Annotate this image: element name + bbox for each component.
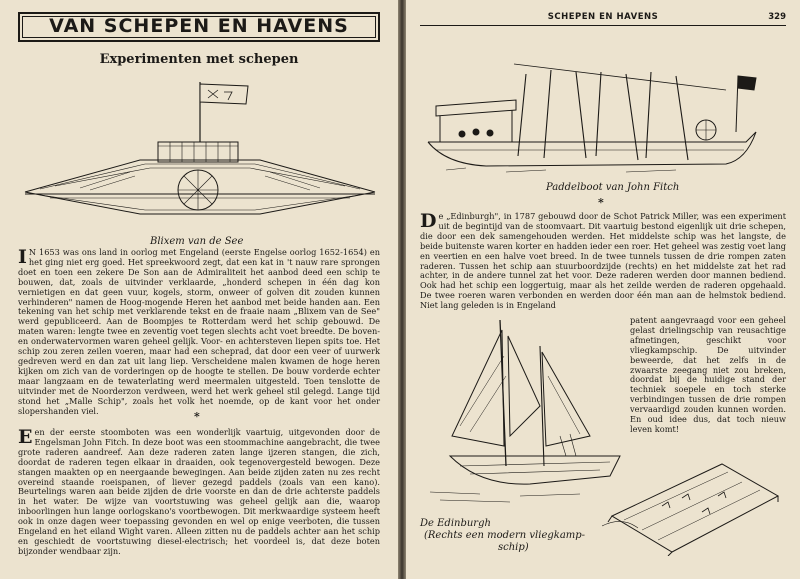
paragraph-vliegkampschip: patent aangevraagd voor een geheel gelast drielingschip van reusachtige afmetingen, geschikt voor vliegkampschip. De uitvinder beweerde, dat het zelfs in de zwaarste zeegang niet zou breken, doordat bij de huidige stand der techniek soepele en toch sterke verbindingen tussen de drie rompen vervaardigd zouden kunnen worden. En oud idee dus, dat toch nieuw leven komt! (630, 315, 786, 434)
section-title: Experimenten met schepen (99, 52, 299, 67)
figure-caption-blixem: Blixem van de See (150, 236, 244, 247)
running-head: SCHEPEN EN HAVENS (547, 12, 659, 22)
fitch-paddleboat-illustration (426, 60, 766, 178)
dropcap: D (420, 210, 437, 232)
figure-caption-fitch: Paddelboot van John Fitch (546, 182, 680, 193)
dropcap: E (18, 426, 33, 448)
figure-caption-carrier-line2: schip) (498, 542, 529, 553)
header-rule (420, 25, 786, 26)
book-gutter (398, 0, 406, 579)
edinburgh-ship-illustration (420, 316, 630, 516)
paragraph-edinburgh (420, 212, 786, 311)
page-number: 329 (768, 12, 786, 22)
chapter-title: VAN SCHEPEN EN HAVENS (49, 15, 349, 37)
chapter-header (18, 12, 380, 42)
paragraph-text: e „Edinburgh", in 1787 gebouwd door de Schot Patrick Miller, was een experiment uit de begintijd van de stoomvaart. Dit vaartuig bestond eigenlijk uit drie schepen, die door een dek samengehouden werden. Het middelste schip was het langste, de beide buitenste waren korter en hadden ieder een roer. Het geheel was zestig voet lang en veertien en een halve voet breed. In de twee tunnels tussen de drie rompen zaten raderen. Tussen het schip aan stuurboordzijde (rechts) en het middelste zat het rad achter, in de andere tunnel zat het voor. Deze raderen werden door mannen bediend. Ook had het schip een loggertuig, maar als het zeilde werden de raderen opgehaald. De twee roeren waren verbonden en werden door één man aan de helmstok bediend. Niet lang geleden is in Engeland (420, 211, 786, 311)
left-page (0, 0, 398, 579)
aircraft-carrier-illustration (602, 456, 782, 556)
dropcap: I (18, 246, 27, 268)
section-separator: * (194, 410, 200, 423)
paragraph-text: en der eerste stoomboten was een wonderlijk vaartuig, uitgevonden door de Engelsman John Fitch. In deze boot was een stoommachine aangebracht, die twee grote raderen aandreef. Aan deze raderen zaten lange ijzeren stangen, die zich, doordat de raderen tegen elkaar in draaiden, ook tegenovergesteld bewogen. Deze stangen maakten op en neergaande bewegingen. Aan beide zijden zaten nu zes recht overeind staande roeispanen, of liever gezegd paddels (zoals van een kano). Beurtelings waren aan beide zijden de drie voorste en dan de drie achterste paddels in het water. De wijze van voortstuwing was geheel gelijk aan die, waarop inboorlingen hun lange oorlogskano's voortbewogen. Dit merkwaardige systeem heeft ook in onze dagen weer toepassing gevonden en wel op enige veerboten, die tussen Engeland en het eiland Wight varen. Alleen zitten nu de paddels achter aan het schip en geschiedt de voortstuwing diesel-electrisch; het voordeel is, dat deze boten bijzonder wendbaar zijn. (18, 427, 380, 556)
figure-caption-edinburgh: De Edinburgh (420, 518, 491, 529)
paragraph-blixem (18, 248, 380, 416)
section-separator: * (598, 196, 604, 209)
figure-caption-carrier-line1: (Rechts een modern vliegkamp- (424, 530, 586, 541)
blixem-ship-illustration (20, 72, 380, 232)
right-page (406, 0, 800, 579)
paragraph-fitch (18, 428, 380, 557)
paragraph-text: N 1653 was ons land in oorlog met Engeland (eerste Engelse oorlog 1652-1654) en het ging niet erg goed. Het spreekwoord zegt, dat een kat in 't nauw rare sprongen doet en toen een zekere De Son aan de Admiraliteit het aanbod deed een schip te bouwen, dat, zoals de uitvinder verklaarde, „honderd schepen in één dag kon vernietigen en dat geen vuur, kogels, storm, onweer of golven dit zouden kunnen verhinderen" namen de Hoog-mogende Heren het aanbod met beide handen aan. Een tekening van het schip met verklarende tekst en de fraaie naam „Blixem van de See" werd gepubliceerd. Aan de Boompjes te Rotterdam werd het schip gebouwd. De maten waren: lengte twee en zeventig voet tegen slechts acht voet breedte. De boven- en onderwatervormen waren geheel gelijk. Voor- en achtersteven liepen spits toe. Het schip zou zeren zeilen voeren, maar had een scheprad, dat door een veer of uurwerk gedreven werd en dan zat uit lang liep. Verscheidene malen kwamen de hoge heren kijken om zich van de vorderingen op de hoogte te stellen. De bouw vorderde echter maar langzaam en de tewaterlating werd meermalen uitgesteld. Toen tenslotte de uitvinder met de Noorderzon verdween, werd het werk geheel stil gelegd. Lange tijd stond het „Malle Schip", zoals het volk het noemde, op de kant voor het onder slopershanden viel. (18, 247, 380, 416)
